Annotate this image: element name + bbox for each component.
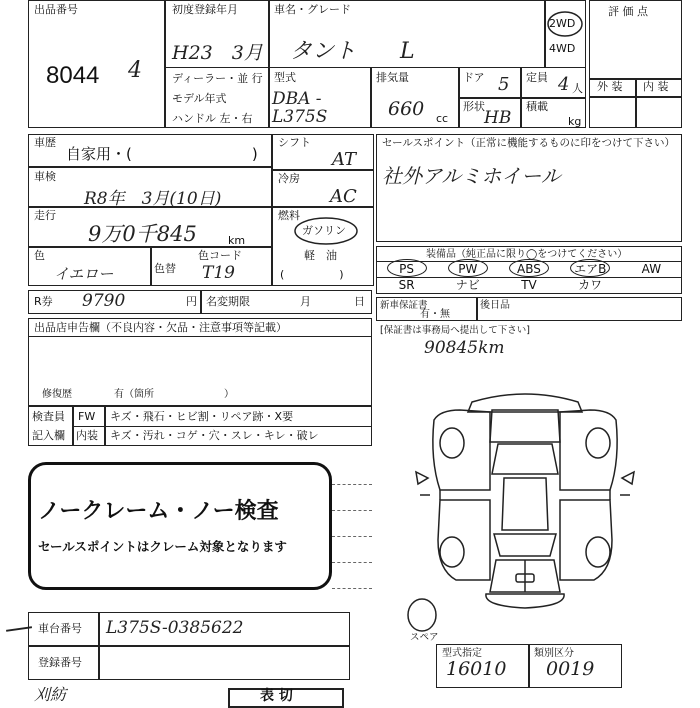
equipment-circle xyxy=(387,259,427,277)
equipment-label: 装備品（純正品に限り◯をつけてください） xyxy=(426,249,628,260)
equipment-item: TV xyxy=(521,278,537,292)
new-car-value: 有・無 xyxy=(420,309,450,320)
category-label: 類別区分 xyxy=(534,648,574,659)
recycle-label: R券 xyxy=(34,295,53,308)
drive-2wd-circle xyxy=(545,8,585,38)
fw-items: キズ・飛石・ヒビ割・リペア跡・X要 xyxy=(110,410,294,423)
roof xyxy=(502,478,548,530)
mileage-value: 9万0千845 xyxy=(88,222,197,246)
model-year-label: モデル年式 xyxy=(172,92,227,105)
capacity-unit: 人 xyxy=(572,82,583,95)
interior-label: 内 装 xyxy=(643,80,669,93)
category-value: 0019 xyxy=(546,658,595,680)
shift-label: シフト xyxy=(278,136,311,149)
color-code-label: 色コード xyxy=(198,249,242,262)
recycle-yen: 円 xyxy=(186,295,197,308)
sales-point-label: セールスポイント（正常に機能するものに印をつけて下さい） xyxy=(382,137,676,149)
declaration-divider xyxy=(28,336,372,337)
name-value: タント L xyxy=(290,39,415,64)
registration-label: 登録番号 xyxy=(38,656,82,669)
color-label: 色 xyxy=(34,249,45,262)
right-mirror xyxy=(622,472,634,484)
shift-value: AT xyxy=(332,149,357,170)
aircon-label: 冷房 xyxy=(278,172,300,185)
km-unit: km xyxy=(228,234,246,247)
equipment-item: SR xyxy=(398,278,415,292)
dash-line-2 xyxy=(332,510,372,511)
inspector-divider xyxy=(72,426,372,427)
load-unit: kg xyxy=(568,115,582,128)
name-change-day: 日 xyxy=(354,295,365,308)
equipment-circle xyxy=(570,259,610,277)
capacity-value: 4 xyxy=(558,74,570,95)
inspector-label: 検査員 xyxy=(32,410,65,423)
bottom-scribble: 刈紡 xyxy=(34,685,67,704)
spare-label: スペア xyxy=(410,632,439,643)
type-designation-value: 16010 xyxy=(446,658,507,680)
color-divider xyxy=(150,246,152,286)
car-diagram xyxy=(400,380,650,620)
rating-label: 評 価 点 xyxy=(608,5,648,18)
warranty-handwritten: 90845km xyxy=(424,338,505,358)
door-value: 5 xyxy=(498,74,510,95)
sales-point-value: 社外アルミホイール xyxy=(382,164,561,188)
type-designation-label: 型式指定 xyxy=(442,648,482,659)
mileage-label: 走行 xyxy=(34,209,56,222)
equipment-item: PS xyxy=(399,262,415,276)
cut-text: 表 切 xyxy=(260,688,293,704)
dash-line-3 xyxy=(332,536,372,537)
inspector-interior-label: 内装 xyxy=(76,429,98,442)
cc-unit: cc xyxy=(436,112,449,125)
exterior-label: 外 装 xyxy=(597,80,623,93)
handle-label: ハンドル 左・右 xyxy=(172,112,253,125)
lot-label: 出品番号 xyxy=(34,3,78,16)
rear-window xyxy=(494,534,556,556)
first-reg-label: 初度登録年月 xyxy=(172,3,238,16)
drive-4wd: 4WD xyxy=(549,42,576,55)
door-label: ドア xyxy=(463,71,485,84)
first-reg-value: H23 3月 xyxy=(172,42,263,64)
equipment-item: AW xyxy=(641,262,662,276)
front-right-wheel xyxy=(586,428,610,458)
color-code-value: T19 xyxy=(202,263,235,283)
equipment-item: エアB xyxy=(574,262,607,276)
chassis-vdivider xyxy=(98,612,100,646)
spare-wheel xyxy=(408,599,436,631)
repair-label: 修復歴 xyxy=(42,389,72,400)
new-car-label: 新車保証書 xyxy=(380,300,428,311)
entry-label: 記入欄 xyxy=(32,429,65,442)
lot-suffix: 4 xyxy=(128,58,142,83)
equipment-circle xyxy=(448,259,488,277)
fuel-label: 燃料 xyxy=(278,209,300,222)
history-label: 車歴 xyxy=(34,136,56,149)
fuel-diesel: 軽 油 xyxy=(304,249,337,262)
lot-number: 8044 xyxy=(46,62,100,89)
drive-2wd: 2WD xyxy=(549,17,576,30)
rating-vdivider xyxy=(635,78,637,128)
capacity-label: 定員 xyxy=(526,71,548,84)
recycle-value: 9790 xyxy=(82,291,126,311)
fuel-gasoline: ガソリン xyxy=(302,224,346,237)
chassis-label: 車台番号 xyxy=(38,622,82,635)
fuel-paren: ( ) xyxy=(280,268,344,281)
interior-items: キズ・汚れ・コゲ・穴・スレ・キレ・破レ xyxy=(110,429,319,442)
equipment-circle xyxy=(509,259,549,277)
aircon-value: AC xyxy=(330,186,357,207)
equipment-item: ナビ xyxy=(455,278,480,292)
front-left-wheel xyxy=(440,428,464,458)
rear-bumper xyxy=(486,594,564,608)
fw-label: FW xyxy=(78,410,96,423)
dash-line-1 xyxy=(332,484,372,485)
inspection-value: R8年 3月(10日) xyxy=(84,189,222,209)
declaration-label: 出品店申告欄（不良内容・欠品・注意事項等記載） xyxy=(34,321,287,334)
rear-left-wheel xyxy=(440,537,464,567)
later-date-label: 後日品 xyxy=(480,300,510,311)
name-change-label: 名変期限 xyxy=(206,295,250,308)
name-change-month: 月 xyxy=(300,295,311,308)
type-label: 型式 xyxy=(274,71,296,84)
noclaim-title: ノークレーム・ノー検査 xyxy=(38,499,279,524)
registration-vdivider xyxy=(98,646,100,680)
rear-right-wheel xyxy=(586,537,610,567)
chassis-value: L375S-0385622 xyxy=(106,618,244,638)
type-value: DBA -L375S xyxy=(272,89,328,127)
hood xyxy=(490,410,560,442)
inspection-label: 車検 xyxy=(34,170,56,183)
load-label: 積載 xyxy=(526,100,548,113)
warranty-note: [保証書は事務局へ提出して下さい] xyxy=(380,325,530,336)
windshield xyxy=(492,444,558,474)
displacement-label: 排気量 xyxy=(376,71,409,84)
displacement-value: 660 xyxy=(388,98,425,120)
equipment-item: カワ xyxy=(578,278,603,292)
dealer-label: ディーラー・並 行 xyxy=(172,72,263,85)
repair-value: 有（箇所 ） xyxy=(114,389,234,400)
history-value: 自家用・( ) xyxy=(66,145,258,163)
dash-line-5 xyxy=(332,588,372,589)
color-value: イエロー xyxy=(54,265,114,283)
shape-label: 形状 xyxy=(463,100,485,113)
noclaim-box xyxy=(28,462,332,590)
equipment-item: ABS xyxy=(517,262,541,276)
dash-line-4 xyxy=(332,562,372,563)
left-mirror xyxy=(416,472,428,484)
shape-value: HB xyxy=(484,108,512,128)
color-change-label: 色替 xyxy=(154,262,176,275)
noclaim-subtitle: セールスポイントはクレーム対象となります xyxy=(38,539,287,554)
equipment-item: PW xyxy=(458,262,478,276)
name-label: 車名・グレード xyxy=(274,3,351,16)
